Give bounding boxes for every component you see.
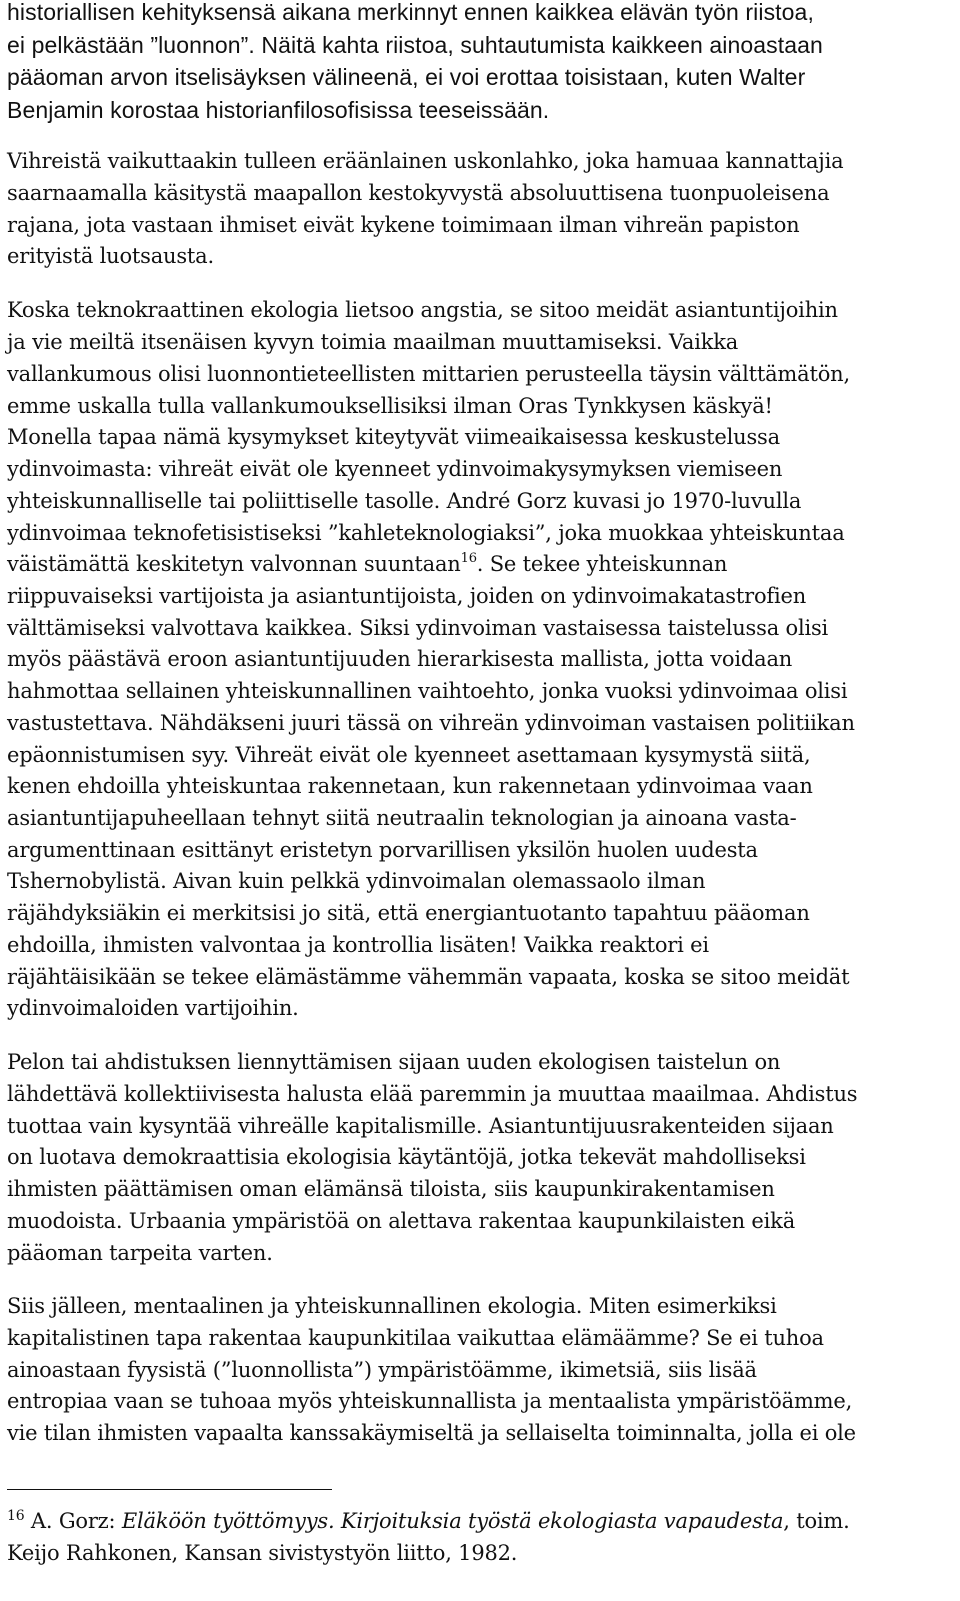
text-line: ja vie meiltä itsenäisen kyvyn toimia maailman muuttamiseksi. Vaikka — [7, 330, 739, 354]
text-line: Monella tapaa nämä kysymykset kiteytyvät viimeaikaisessa keskustelussa — [7, 425, 780, 449]
text-line: pääoman arvon itselisäyksen välineenä, ei voi erottaa toisistaan, kuten Walter — [7, 64, 806, 90]
footnote-line — [7, 1505, 850, 1537]
text-line: Tshernobylistä. Aivan kuin pelkkä ydinvoimalan olemassaolo ilman — [7, 869, 706, 893]
text-line: on luotava demokraattisia ekologisia käytäntöjä, jotka tekevät mahdolliseksi — [7, 1145, 806, 1169]
footnote-number: 16 — [7, 1508, 25, 1524]
footnote-author: A. Gorz: — [24, 1509, 122, 1533]
text-line: kapitalistinen tapa rakentaa kaupunkitilaa vaikuttaa elämäämme? Se ei tuhoa — [7, 1326, 824, 1350]
text-line: välttämiseksi valvottava kaikkea. Siksi ydinvoiman vastaisessa taistelussa olisi — [7, 616, 829, 640]
footnote-separator — [7, 1489, 332, 1490]
text-line: ydinvoimasta: vihreät eivät ole kyenneet ydinvoimakysymyksen viemiseen — [7, 457, 783, 481]
text-segment: . Se tekee yhteiskunnan — [476, 552, 728, 576]
text-line: pääoman tarpeita varten. — [7, 1241, 273, 1265]
text-line: ihmisten päättämisen oman elämänsä tiloista, siis kaupunkirakentamisen — [7, 1177, 775, 1201]
text-line: muodoista. Urbaania ympäristöä on alettava rakentaa kaupunkilaisten eikä — [7, 1209, 796, 1233]
text-line: Vihreistä vaikuttaakin tulleen eräänlainen uskonlahko, joka hamuaa kannattajia — [7, 149, 844, 173]
text-line: ydinvoimaloiden vartijoihin. — [7, 996, 299, 1020]
text-line: lähdettävä kollektiivisesta halusta elää paremmin ja muuttaa maailmaa. Ahdistus — [7, 1082, 858, 1106]
text-line: entropiaa vaan se tuhoaa myös yhteiskunnallista ja mentaalista ympäristöämme, — [7, 1389, 853, 1413]
text-line: argumenttinaan esittänyt eristetyn porvarillisen yksilön huolen uudesta — [7, 838, 758, 862]
footnote-reference[interactable]: 16 — [460, 551, 477, 566]
text-line: rajana, jota vastaan ihmiset eivät kykene toimimaan ilman vihreän papiston — [7, 213, 800, 237]
text-line: räjähtäisikään se tekee elämästämme vähemmän vapaata, koska se sitoo meidät — [7, 965, 850, 989]
text-line: ydinvoimaa teknofetisistiseksi ”kahleteknologiaksi”, joka muokkaa yhteiskuntaa — [7, 521, 845, 545]
footnote-title: Eläköön työttömyys. Kirjoituksia työstä ekologiasta vapaudesta — [121, 1509, 784, 1533]
text-line: myös päästävä eroon asiantuntijuuden hierarkisesta mallista, jotta voidaan — [7, 647, 793, 671]
text-line: epäonnistumisen syy. Vihreät eivät ole kyenneet asettamaan kysymystä siitä, — [7, 743, 811, 767]
footnote-editor: , toim. — [783, 1509, 850, 1533]
text-line: vie tilan ihmisten vapaalta kanssakäymiseltä ja sellaiselta toiminnalta, jolla ei ole — [7, 1421, 856, 1445]
footnote-line: Keijo Rahkonen, Kansan sivistystyön liitto, 1982. — [7, 1541, 518, 1565]
text-line: Koska teknokraattinen ekologia lietsoo angstia, se sitoo meidät asiantuntijoihin — [7, 298, 838, 322]
text-line: ainoastaan fyysistä (”luonnollista”) ympäristöämme, ikimetsiä, siis lisää — [7, 1358, 757, 1382]
text-segment: väistämättä keskitetyn valvonnan suuntaan — [7, 552, 461, 576]
text-line: yhteiskunnalliselle tai poliittiselle tasolle. André Gorz kuvasi jo 1970-luvulla — [7, 489, 802, 513]
text-line: vastustettava. Nähdäkseni juuri tässä on vihreän ydinvoiman vastaisen politiikan — [7, 711, 855, 735]
text-line: saarnaamalla käsitystä maapallon kestokyvystä absoluuttisena tuonpuoleisena — [7, 181, 830, 205]
text-line: erityistä luotsausta. — [7, 244, 214, 268]
text-line: hahmottaa sellainen yhteiskunnallinen vaihtoehto, jonka vuoksi ydinvoimaa olisi — [7, 679, 848, 703]
text-line: riippuvaiseksi vartijoista ja asiantuntijoista, joiden on ydinvoimakatastrofien — [7, 584, 807, 608]
text-line: Benjamin korostaa historianfilosofisissa teeseissään. — [7, 97, 550, 123]
text-line: asiantuntijapuheellaan tehnyt siitä neutraalin teknologian ja ainoana vasta- — [7, 806, 797, 830]
text-line: Siis jälleen, mentaalinen ja yhteiskunnallinen ekologia. Miten esimerkiksi — [7, 1294, 777, 1318]
text-line: vallankumous olisi luonnontieteellisten mittarien perusteella täysin välttämätön, — [7, 362, 850, 386]
text-line: ehdoilla, ihmisten valvontaa ja kontrollia lisäten! Vaikka reaktori ei — [7, 933, 709, 957]
text-line: Pelon tai ahdistuksen liennyttämisen sijaan uuden ekologisen taistelun on — [7, 1050, 781, 1074]
text-line: räjähdyksiäkin ei merkitsisi jo sitä, että energiantuotanto tapahtuu pääoman — [7, 901, 810, 925]
text-line: kenen ehdoilla yhteiskuntaa rakennetaan, kun rakennetaan ydinvoimaa vaan — [7, 774, 813, 798]
text-line-with-footnote-ref — [7, 548, 727, 580]
text-line: tuottaa vain kysyntää vihreälle kapitalismille. Asiantuntijuusrakenteiden sijaan — [7, 1114, 834, 1138]
text-line: emme uskalla tulla vallankumouksellisiksi ilman Oras Tynkkysen käskyä! — [7, 394, 773, 418]
text-line: ei pelkästään ”luonnon”. Näitä kahta riistoa, suhtautumista kaikkeen ainoastaan — [7, 32, 823, 58]
text-line: historiallisen kehityksensä aikana merkinnyt ennen kaikkea elävän työn riistoa, — [7, 0, 814, 25]
